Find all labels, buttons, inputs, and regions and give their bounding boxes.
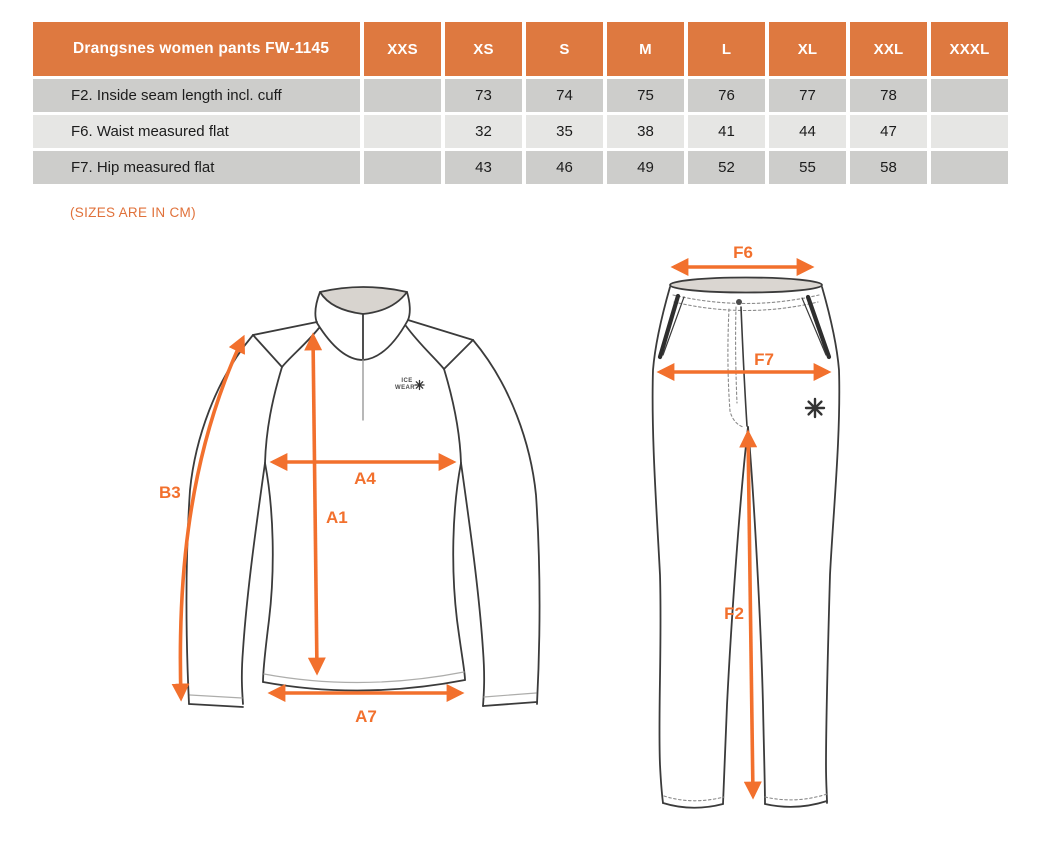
size-header-l: L	[688, 22, 765, 76]
cell	[931, 79, 1008, 112]
table-row-f6	[33, 115, 1008, 148]
row-label: F2. Inside seam length incl. cuff	[33, 79, 360, 112]
size-header-xl: XL	[769, 22, 846, 76]
icewear-logo	[395, 378, 424, 391]
size-header-m: M	[607, 22, 684, 76]
cell: 73	[445, 79, 522, 112]
cell: 75	[607, 79, 684, 112]
snowflake-icon	[415, 381, 424, 390]
cell: 35	[526, 115, 603, 148]
waist-button	[736, 299, 742, 305]
cell: 49	[607, 151, 684, 184]
logo-text-ice: ICE	[401, 378, 413, 384]
cell	[931, 151, 1008, 184]
cell: 52	[688, 151, 765, 184]
cell: 32	[445, 115, 522, 148]
table-title: Drangsnes women pants FW-1145	[33, 22, 360, 76]
sweater-diagram	[145, 270, 585, 740]
cell: 46	[526, 151, 603, 184]
snowflake-logo	[806, 399, 824, 417]
arrow-b3	[180, 338, 243, 698]
cell: 74	[526, 79, 603, 112]
cell	[364, 151, 441, 184]
cell: 55	[769, 151, 846, 184]
cell: 44	[769, 115, 846, 148]
waistband-opening	[670, 278, 822, 293]
arrow-a1	[313, 336, 317, 672]
collar-inner	[320, 287, 407, 314]
cell: 76	[688, 79, 765, 112]
cell: 58	[850, 151, 927, 184]
table-row-f2	[33, 79, 1008, 112]
size-header-xxxl: XXXL	[931, 22, 1008, 76]
cell: 77	[769, 79, 846, 112]
size-header-xs: XS	[445, 22, 522, 76]
measurement-label-a1: A1	[326, 508, 348, 527]
cell: 43	[445, 151, 522, 184]
size-header-s: S	[526, 22, 603, 76]
pants-diagram	[640, 245, 855, 825]
units-note: (SIZES ARE IN CM)	[70, 205, 196, 220]
measurement-label-a7: A7	[355, 707, 377, 726]
table-header-row	[33, 22, 1008, 76]
size-header-xxl: XXL	[850, 22, 927, 76]
row-label: F6. Waist measured flat	[33, 115, 360, 148]
measurement-label-a4: A4	[354, 469, 376, 488]
row-label: F7. Hip measured flat	[33, 151, 360, 184]
cell	[931, 115, 1008, 148]
measurement-label-f6: F6	[733, 243, 753, 262]
pants-outline	[653, 278, 840, 808]
cell: 47	[850, 115, 927, 148]
size-table	[29, 19, 1012, 187]
cell: 38	[607, 115, 684, 148]
cell: 41	[688, 115, 765, 148]
cell	[364, 79, 441, 112]
cell: 78	[850, 79, 927, 112]
logo-text-wear: WEAR	[395, 385, 415, 391]
cell	[364, 115, 441, 148]
table-row-f7	[33, 151, 1008, 184]
measurement-label-f2: F2	[724, 604, 744, 623]
measurement-label-f7: F7	[754, 350, 774, 369]
measurement-label-b3: B3	[159, 483, 181, 502]
size-header-xxs: XXS	[364, 22, 441, 76]
